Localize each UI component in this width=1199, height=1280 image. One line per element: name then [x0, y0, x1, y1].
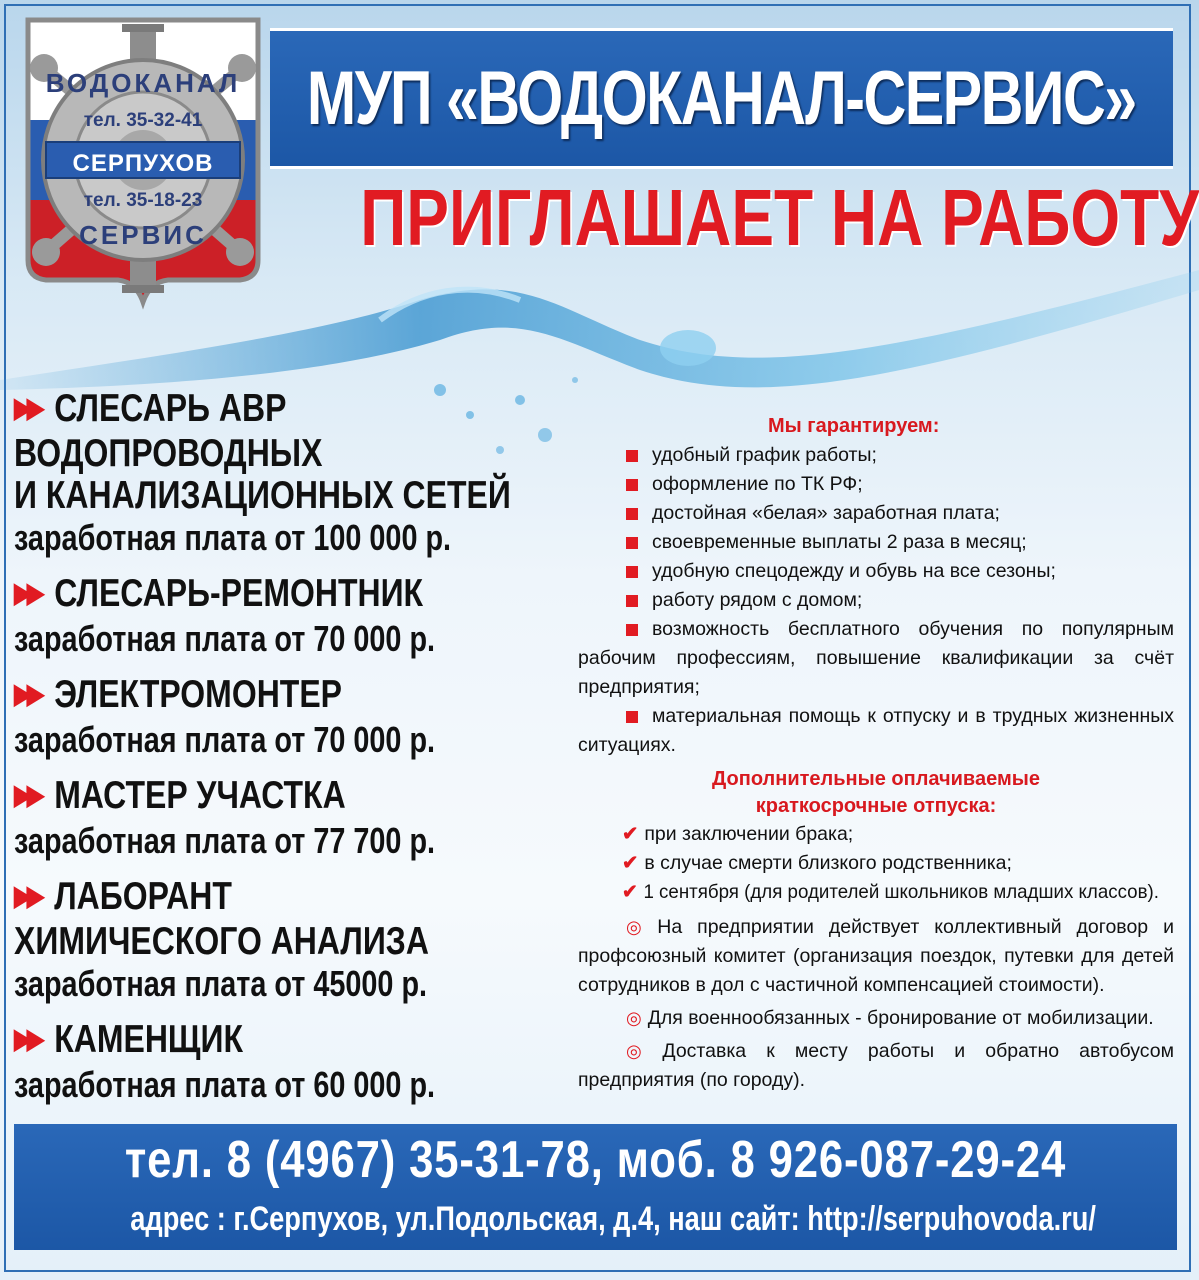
- note-item: ◎ Для военнообязанных - бронирование от мобилизации.: [626, 1007, 1154, 1029]
- guarantees-heading: Мы гарантируем:: [768, 415, 940, 437]
- job-item: [14, 674, 584, 761]
- leave-item: ✔ 1 сентября (для родителей школьников младших классов).: [622, 881, 1159, 903]
- double-arrow-icon: ▶▶: [14, 678, 40, 709]
- red-square-bullet-icon: [626, 479, 638, 491]
- guarantee-item: материальная помощь к отпуску и в трудных жизненных ситуациях.: [578, 705, 1174, 756]
- note-item: ◎ Доставка к месту работы и обратно автобусом предприятия (по городу).: [578, 1040, 1174, 1091]
- target-bullet-icon: ◎: [626, 1041, 657, 1061]
- double-arrow-icon: ▶▶: [14, 1023, 40, 1054]
- leave-heading: Дополнительные оплачиваемые краткосрочные отпуска:: [712, 768, 1040, 817]
- red-square-bullet-icon: [626, 508, 638, 520]
- contact-phones: тел. 8 (4967) 35-31-78, моб. 8 926-087-29-24: [124, 1131, 1067, 1189]
- contact-address: адрес : г.Серпухов, ул.Подольская, д.4, наш сайт: http://serpuhovoda.ru/: [130, 1200, 1096, 1238]
- red-square-bullet-icon: [626, 537, 638, 549]
- page-subtitle: ПРИГЛАШАЕТ НА РАБОТУ: [360, 173, 1199, 262]
- target-bullet-icon: ◎: [626, 1008, 642, 1028]
- job-title: ХИМИЧЕСКОГО АНАЛИЗА: [14, 920, 429, 963]
- guarantee-item: работу рядом с домом;: [578, 586, 1174, 615]
- job-list: [14, 388, 584, 1114]
- leave-item: ✔ в случае смерти близкого родственника;: [622, 852, 1012, 874]
- job-salary: заработная плата от 100 000 р.: [14, 517, 452, 558]
- job-title: И КАНАЛИЗАЦИОННЫХ СЕТЕЙ: [14, 474, 511, 517]
- job-salary: заработная плата от 70 000 р.: [14, 618, 436, 659]
- job-title: ▶▶ СЛЕСАРЬ АВР: [14, 387, 287, 430]
- job-title: ▶▶ ЛАБОРАНТ: [14, 875, 232, 918]
- job-item: [14, 573, 584, 660]
- red-square-bullet-icon: [626, 450, 638, 462]
- job-item: [14, 1019, 584, 1106]
- job-title: ▶▶ МАСТЕР УЧАСТКА: [14, 774, 346, 817]
- logo-phone-2: тел. 35-18-23: [83, 190, 203, 211]
- job-title: ▶▶ СЛЕСАРЬ-РЕМОНТНИК: [14, 572, 424, 615]
- note-item: ◎ На предприятии действует коллективный договор и профсоюзный комитет (организация поездок, путевки для детей сотрудников в дол с частичной компенсацией стоимости).: [578, 916, 1174, 996]
- title-banner: [270, 28, 1173, 169]
- checkmark-icon: ✔: [622, 881, 638, 903]
- guarantee-item: возможность бесплатного обучения по популярным рабочим профессиям, повышение квалификации за счёт предприятия;: [578, 618, 1174, 698]
- job-salary: заработная плата от 70 000 р.: [14, 719, 436, 760]
- red-square-bullet-icon: [626, 595, 638, 607]
- leave-item: ✔ при заключении брака;: [622, 823, 854, 845]
- job-item: [14, 775, 584, 862]
- double-arrow-icon: ▶▶: [14, 392, 40, 423]
- benefits-section: [578, 412, 1174, 1095]
- double-arrow-icon: ▶▶: [14, 880, 40, 911]
- target-bullet-icon: ◎: [626, 917, 652, 937]
- red-square-bullet-icon: [626, 566, 638, 578]
- contact-banner: [14, 1124, 1177, 1250]
- red-square-bullet-icon: [626, 711, 638, 723]
- logo-bottom-text: СЕРВИС: [79, 220, 207, 250]
- job-title: ВОДОПРОВОДНЫХ: [14, 432, 323, 475]
- guarantee-item: удобный график работы;: [578, 441, 1174, 470]
- page-title: МУП «ВОДОКАНАЛ-СЕРВИС»: [307, 56, 1136, 141]
- guarantee-item: удобную спецодежду и обувь на все сезоны;: [578, 557, 1174, 586]
- job-title: ▶▶ ЭЛЕКТРОМОНТЕР: [14, 673, 342, 716]
- checkmark-icon: ✔: [622, 823, 639, 845]
- double-arrow-icon: ▶▶: [14, 779, 40, 810]
- job-title: ▶▶ КАМЕНЩИК: [14, 1018, 244, 1061]
- job-item: [14, 876, 584, 1005]
- red-square-bullet-icon: [626, 624, 638, 636]
- job-salary: заработная плата от 60 000 р.: [14, 1064, 436, 1105]
- logo-phone-1: тел. 35-32-41: [83, 110, 203, 131]
- guarantee-item: оформление по ТК РФ;: [578, 470, 1174, 499]
- job-item: [14, 388, 584, 559]
- logo-city: СЕРПУХОВ: [72, 150, 214, 177]
- job-salary: заработная плата от 77 700 р.: [14, 820, 436, 861]
- job-salary: заработная плата от 45000 р.: [14, 963, 428, 1004]
- guarantee-item: достойная «белая» заработная плата;: [578, 499, 1174, 528]
- double-arrow-icon: ▶▶: [14, 577, 40, 608]
- logo-top-text: ВОДОКАНАЛ: [45, 68, 241, 98]
- guarantee-item: своевременные выплаты 2 раза в месяц;: [578, 528, 1174, 557]
- checkmark-icon: ✔: [622, 852, 639, 874]
